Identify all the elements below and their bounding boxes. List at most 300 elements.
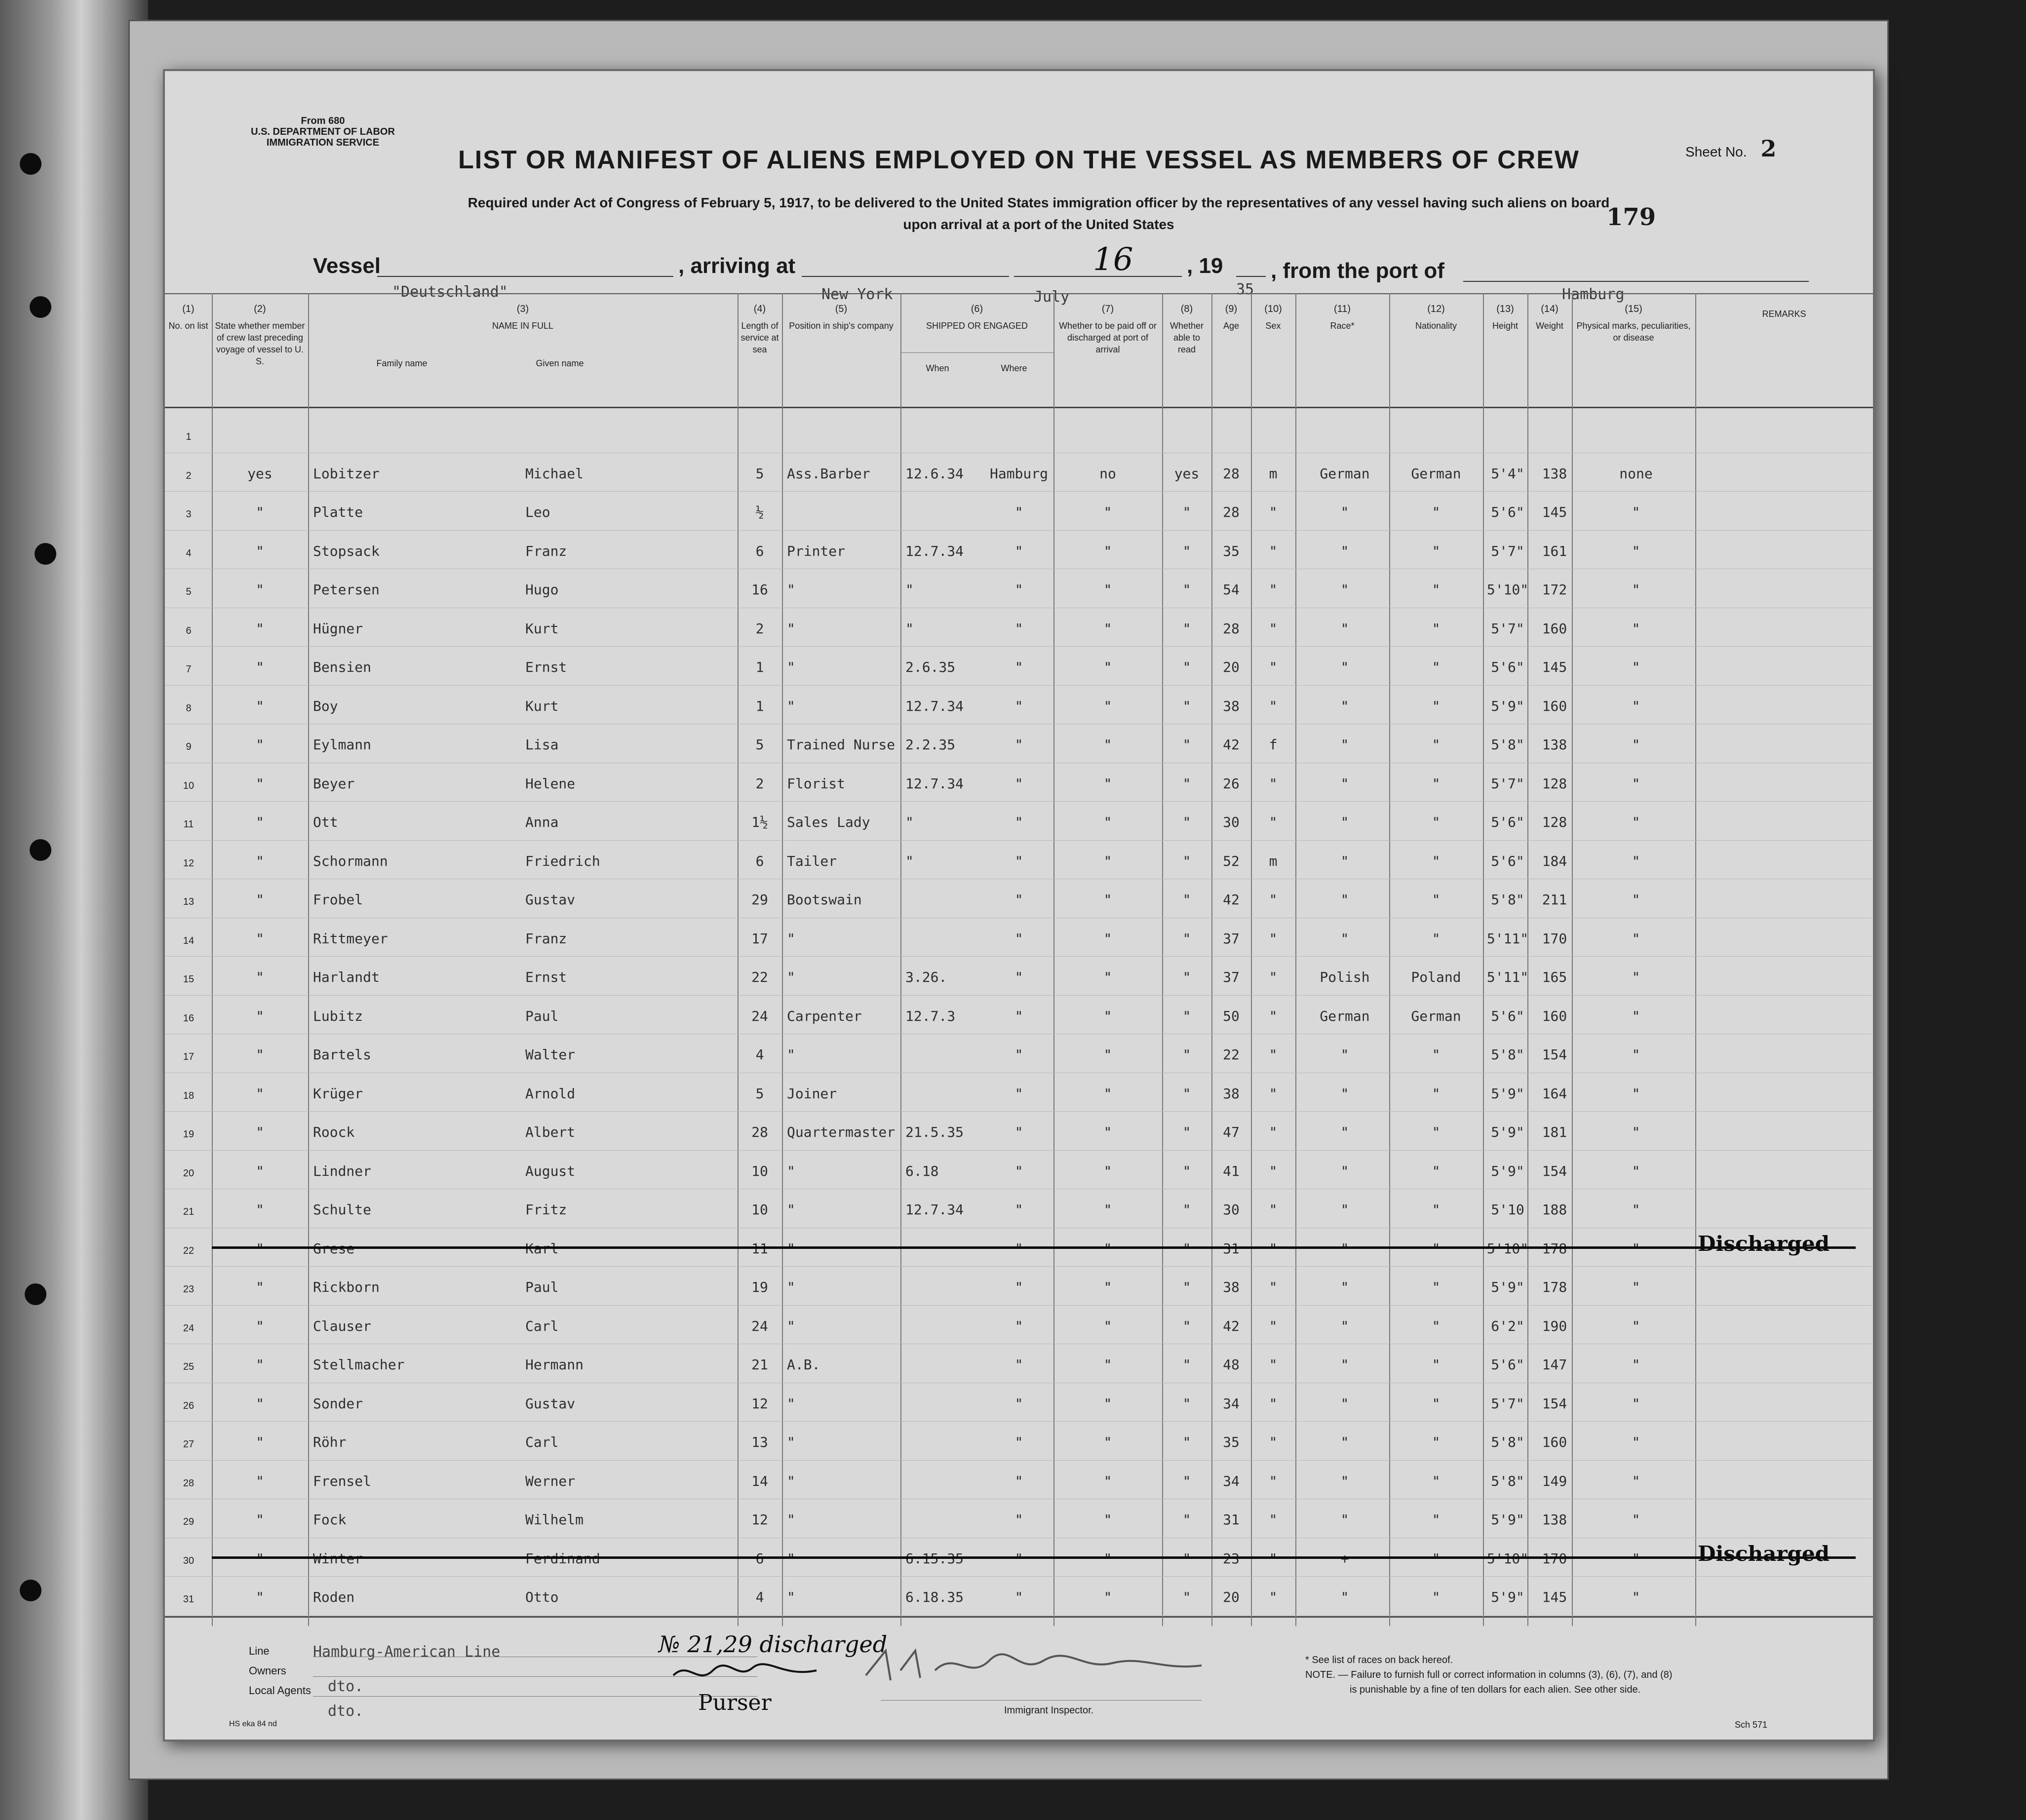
row-number: 28 (183, 1477, 195, 1489)
cell-age: 26 (1223, 775, 1240, 792)
from-port-value: Hamburg (1562, 286, 1625, 303)
cell-age: 48 (1223, 1356, 1240, 1373)
cell-service: 6 (755, 542, 764, 559)
cell-weight: 154 (1542, 1395, 1567, 1412)
cell-marks: " (1632, 1317, 1640, 1334)
cell-age: 31 (1223, 1240, 1240, 1257)
cell-nat: " (1432, 504, 1441, 520)
column-label: Nationality (1415, 321, 1457, 331)
cell-when: 12.7.34 (905, 542, 964, 559)
cell-age: 41 (1223, 1162, 1240, 1179)
column-header (1483, 303, 1527, 332)
cell-height: 5'8" (1491, 1472, 1524, 1489)
cell-weight: 161 (1542, 542, 1567, 559)
cell-race: " (1340, 891, 1349, 908)
row-number: 29 (183, 1516, 195, 1527)
cell-where: " (1014, 969, 1023, 985)
cell-position: " (787, 581, 795, 598)
cell-race: " (1340, 697, 1349, 714)
column-header (782, 303, 900, 332)
cell-marks: " (1632, 1240, 1640, 1257)
cell-prev: " (256, 891, 264, 908)
vessel-underline (377, 276, 673, 277)
cell-given: Kurt (525, 620, 559, 637)
cell-race: " (1340, 1240, 1349, 1257)
cell-where: " (1014, 1007, 1023, 1024)
cell-given: Arnold (525, 1085, 576, 1102)
cell-service: 6 (755, 852, 764, 869)
cell-paid: " (1103, 1472, 1112, 1489)
cell-service: 2 (755, 620, 764, 637)
row-number: 7 (186, 664, 192, 675)
cell-family: Röhr (313, 1434, 347, 1450)
cell-family: Lubitz (313, 1007, 363, 1024)
column-label: Weight (1536, 321, 1563, 331)
cell-age: 20 (1223, 1589, 1240, 1605)
crew-table (165, 293, 1873, 1626)
cell-race: " (1340, 775, 1349, 792)
cell-given: Ernst (525, 969, 567, 985)
row-rule (165, 840, 1873, 841)
cell-read: yes (1174, 465, 1200, 482)
cell-age: 42 (1223, 891, 1240, 908)
cell-race: " (1340, 1434, 1349, 1450)
cell-read: " (1182, 581, 1191, 598)
cell-age: 37 (1223, 930, 1240, 947)
cell-nat: " (1432, 1240, 1441, 1257)
cell-height: 5'6" (1491, 659, 1524, 675)
cell-race: " (1340, 1395, 1349, 1412)
column-header (1251, 303, 1295, 332)
cell-when: 2.2.35 (905, 736, 956, 753)
cell-prev: " (256, 814, 264, 830)
row-number: 27 (183, 1439, 195, 1450)
column-header (1389, 303, 1483, 332)
cell-sex: " (1269, 1046, 1278, 1063)
cell-sex: " (1269, 1550, 1278, 1567)
row-rule (165, 491, 1873, 492)
cell-weight: 154 (1542, 1046, 1567, 1063)
cell-given: Franz (525, 930, 567, 947)
cell-prev: " (256, 1589, 264, 1605)
row-rule (165, 995, 1873, 996)
column-header (1572, 303, 1695, 344)
cell-paid: " (1103, 1201, 1112, 1218)
cell-height: 5'9" (1491, 1162, 1524, 1179)
cell-height: 5'10" (1486, 1240, 1529, 1257)
cell-position: Printer (787, 542, 846, 559)
port-underline (1463, 281, 1809, 282)
cell-race: " (1340, 930, 1349, 947)
column-label: NAME IN FULL (492, 321, 554, 331)
cell-prev: yes (247, 465, 273, 482)
row-rule (165, 1615, 1873, 1616)
cell-height: 5'9" (1491, 1124, 1524, 1140)
cell-where: " (1014, 1124, 1023, 1140)
when-subhead: When (926, 363, 949, 373)
cell-marks: " (1632, 1589, 1640, 1605)
races-note: * See list of races on back hereof. (1305, 1655, 1453, 1665)
cell-position: " (787, 1201, 795, 1218)
row-number: 24 (183, 1322, 195, 1334)
cell-read: " (1182, 1550, 1191, 1567)
cell-family: Winter (313, 1550, 363, 1567)
cell-position: " (787, 659, 795, 675)
cell-given: Fritz (525, 1201, 567, 1218)
cell-height: 5'6" (1491, 814, 1524, 830)
cell-position: Tailer (787, 852, 837, 869)
vessel-value: "Deutschland" (392, 283, 508, 301)
row-number: 20 (183, 1167, 195, 1179)
cell-prev: " (256, 581, 264, 598)
column-number: (9) (1225, 304, 1238, 314)
binder-hole (20, 1580, 41, 1601)
cell-age: 38 (1223, 697, 1240, 714)
row-rule (165, 1421, 1873, 1422)
cell-nat: " (1432, 697, 1441, 714)
cell-paid: " (1103, 1434, 1112, 1450)
cell-family: Lobitzer (313, 465, 380, 482)
cell-given: Ferdinand (525, 1550, 600, 1567)
cell-sex: " (1269, 1201, 1278, 1218)
cell-age: 34 (1223, 1395, 1240, 1412)
cell-marks: " (1632, 1007, 1640, 1024)
column-number: (8) (1180, 304, 1193, 314)
cell-prev: " (256, 969, 264, 985)
cell-given: Kurt (525, 697, 559, 714)
cell-read: " (1182, 1201, 1191, 1218)
row-number: 23 (183, 1284, 195, 1295)
column-label: Height (1492, 321, 1519, 331)
cell-position: " (787, 1162, 795, 1179)
column-label: Whether to be paid off or discharged at port of arrival (1059, 321, 1157, 354)
cell-where: " (1014, 1550, 1023, 1567)
cell-family: Bartels (313, 1046, 372, 1063)
cell-race: " (1340, 1356, 1349, 1373)
cell-race: " (1340, 1472, 1349, 1489)
owners-value: dto. (328, 1678, 364, 1695)
cell-position: Ass.Barber (787, 465, 870, 482)
inspector-signature (856, 1641, 1211, 1695)
cell-height: 5'9" (1491, 1279, 1524, 1295)
cell-family: Eylmann (313, 736, 372, 753)
cell-height: 5'11" (1486, 930, 1529, 947)
cell-read: " (1182, 1240, 1191, 1257)
line-value: Hamburg-American Line (313, 1643, 501, 1661)
cell-position: " (787, 1046, 795, 1063)
cell-age: 30 (1223, 814, 1240, 830)
cell-given: Leo (525, 504, 550, 520)
cell-marks: " (1632, 814, 1640, 830)
cell-given: Albert (525, 1124, 576, 1140)
cell-marks: " (1632, 1046, 1640, 1063)
cell-race: " (1340, 620, 1349, 637)
cell-weight: 128 (1542, 775, 1567, 792)
cell-sex: " (1269, 697, 1278, 714)
cell-service: 21 (751, 1356, 768, 1373)
column-header (1295, 303, 1389, 332)
cell-height: 5'4" (1491, 465, 1524, 482)
cell-marks: " (1632, 969, 1640, 985)
cell-where: " (1014, 736, 1023, 753)
cell-when: " (905, 852, 914, 869)
cell-marks: " (1632, 736, 1640, 753)
cell-weight: 145 (1542, 504, 1567, 520)
column-divider (1695, 293, 1696, 1626)
cell-height: 5'7" (1491, 620, 1524, 637)
cell-when: 2.6.35 (905, 659, 956, 675)
column-number: (15) (1625, 304, 1642, 314)
cell-paid: " (1103, 1511, 1112, 1528)
cell-read: " (1182, 1124, 1191, 1140)
cell-given: Hugo (525, 581, 559, 598)
department-label: U.S. DEPARTMENT OF LABOR (251, 126, 395, 137)
cell-age: 37 (1223, 969, 1240, 985)
cell-sex: " (1269, 581, 1278, 598)
binder-edge (0, 0, 148, 1820)
cell-weight: 149 (1542, 1472, 1567, 1489)
cell-marks: " (1632, 775, 1640, 792)
cell-service: 13 (751, 1434, 768, 1450)
column-header (1211, 303, 1251, 332)
cell-given: Lisa (525, 736, 559, 753)
cell-read: " (1182, 1472, 1191, 1489)
cell-marks: " (1632, 542, 1640, 559)
form-number: From 680 (301, 116, 345, 126)
cell-paid: " (1103, 1317, 1112, 1334)
column-divider (1162, 293, 1163, 1626)
cell-service: 17 (751, 930, 768, 947)
cell-sex: m (1269, 852, 1278, 869)
cell-race: " (1340, 1201, 1349, 1218)
cell-paid: " (1103, 1046, 1112, 1063)
cell-service: ½ (755, 504, 764, 520)
purser-label: Purser (698, 1690, 772, 1715)
page-subtitle (372, 192, 1705, 235)
cell-position: " (787, 697, 795, 714)
cell-race: " (1340, 852, 1349, 869)
cell-sex: " (1269, 775, 1278, 792)
cell-height: 5'6" (1491, 852, 1524, 869)
cell-prev: " (256, 620, 264, 637)
cell-where: " (1014, 1085, 1023, 1102)
column-number: (4) (753, 304, 766, 314)
cell-nat: " (1432, 1395, 1441, 1412)
cell-paid: " (1103, 1550, 1112, 1567)
cell-where: " (1014, 852, 1023, 869)
cell-position: Sales Lady (787, 814, 870, 830)
cell-weight: 145 (1542, 659, 1567, 675)
row-number: 6 (186, 625, 192, 636)
cell-position: Joiner (787, 1085, 837, 1102)
row-number: 2 (186, 470, 192, 481)
cell-race: " (1340, 1162, 1349, 1179)
line-label: Line (249, 1645, 270, 1657)
cell-prev: " (256, 1356, 264, 1373)
cell-prev: " (256, 1124, 264, 1140)
cell-sex: " (1269, 1589, 1278, 1605)
cell-given: Carl (525, 1434, 559, 1450)
cell-marks: " (1632, 1124, 1640, 1140)
cell-sex: " (1269, 659, 1278, 675)
cell-where: " (1014, 775, 1023, 792)
cell-paid: " (1103, 697, 1112, 714)
table-top-border (165, 293, 1873, 294)
row-number: 12 (183, 857, 195, 869)
cell-when: 12.7.34 (905, 697, 964, 714)
cell-position: Bootswain (787, 891, 862, 908)
cell-paid: " (1103, 1085, 1112, 1102)
column-label: No. on list (168, 321, 208, 331)
column-label: REMARKS (1762, 309, 1806, 319)
cell-nat: " (1432, 620, 1441, 637)
cell-family: Sonder (313, 1395, 363, 1412)
given-name-subhead: Given name (536, 358, 584, 368)
cell-height: 5'9" (1491, 1589, 1524, 1605)
cell-paid: " (1103, 581, 1112, 598)
cell-nat: " (1432, 1356, 1441, 1373)
cell-sex: " (1269, 1317, 1278, 1334)
fine-note-2: is punishable by a fine of ten dollars for each alien. See other side. (1350, 1684, 1641, 1695)
cell-service: 11 (751, 1240, 768, 1257)
cell-family: Clauser (313, 1317, 372, 1334)
column-divider (1389, 293, 1390, 1626)
cell-race: German (1320, 1007, 1370, 1024)
cell-read: " (1182, 814, 1191, 830)
cell-nat: Poland (1411, 969, 1461, 985)
cell-service: 12 (751, 1395, 768, 1412)
header-bottom-border (165, 407, 1873, 408)
cell-prev: " (256, 852, 264, 869)
cell-service: 22 (751, 969, 768, 985)
cell-weight: 138 (1542, 465, 1567, 482)
cell-given: Ernst (525, 659, 567, 675)
cell-read: " (1182, 504, 1191, 520)
cell-read: " (1182, 697, 1191, 714)
column-label: Age (1223, 321, 1240, 331)
cell-nat: " (1432, 659, 1441, 675)
row-rule (165, 530, 1873, 531)
cell-sex: " (1269, 1162, 1278, 1179)
cell-age: 42 (1223, 1317, 1240, 1334)
cell-where: " (1014, 1472, 1023, 1489)
cell-paid: " (1103, 1356, 1112, 1373)
cell-height: 5'6" (1491, 1007, 1524, 1024)
cell-weight: 164 (1542, 1085, 1567, 1102)
row-number: 21 (183, 1206, 195, 1217)
cell-paid: " (1103, 1589, 1112, 1605)
cell-age: 47 (1223, 1124, 1240, 1140)
vessel-label: Vessel (313, 254, 381, 278)
cell-service: 10 (751, 1201, 768, 1218)
cell-where: " (1014, 1395, 1023, 1412)
column-label: Whether able to read (1169, 321, 1204, 354)
cell-service: 29 (751, 891, 768, 908)
cell-marks: " (1632, 620, 1640, 637)
column-number: (5) (835, 304, 848, 314)
cell-weight: 138 (1542, 736, 1567, 753)
cell-nat: " (1432, 1511, 1441, 1528)
cell-read: " (1182, 1007, 1191, 1024)
cell-sex: " (1269, 1007, 1278, 1024)
column-number: (10) (1264, 304, 1282, 314)
cell-when: " (905, 581, 914, 598)
cell-sex: " (1269, 969, 1278, 985)
cell-where: " (1014, 1434, 1023, 1450)
cell-position: " (787, 1434, 795, 1450)
cell-nat: " (1432, 1124, 1441, 1140)
agents-underline (313, 1696, 757, 1697)
cell-sex: " (1269, 620, 1278, 637)
binder-hole (25, 1283, 46, 1305)
cell-weight: 160 (1542, 620, 1567, 637)
schedule-code: Sch 571 (1735, 1720, 1768, 1730)
row-number: 14 (183, 935, 195, 946)
cell-read: " (1182, 1434, 1191, 1450)
cell-height: 5'7" (1491, 775, 1524, 792)
cell-given: Wilhelm (525, 1511, 584, 1528)
cell-read: " (1182, 1046, 1191, 1063)
row-rule (165, 1460, 1873, 1461)
subtitle-line: Required under Act of Congress of February 5, 1917, to be delivered to the United States immigration officer by the representatives of any vessel having such aliens on board (468, 195, 1610, 210)
cell-nat: " (1432, 542, 1441, 559)
column-label: Position in ship's company (789, 321, 894, 331)
cell-nat: German (1411, 1007, 1461, 1024)
cell-where: " (1014, 697, 1023, 714)
cell-given: Hermann (525, 1356, 584, 1373)
column-number: (14) (1541, 304, 1558, 314)
cell-paid: " (1103, 891, 1112, 908)
row-rule (165, 956, 1873, 957)
cell-height: 5'10" (1486, 1550, 1529, 1567)
inspector-underline (881, 1700, 1202, 1701)
cell-marks: " (1632, 1395, 1640, 1412)
remark-discharged: Discharged (1698, 1541, 1830, 1566)
cell-where: Hamburg (989, 465, 1048, 482)
cell-service: 5 (755, 465, 764, 482)
row-number: 13 (183, 896, 195, 907)
cell-height: 5'9" (1491, 1085, 1524, 1102)
cell-weight: 178 (1542, 1279, 1567, 1295)
handwritten-discharge-note: № 21,29 discharged (659, 1631, 888, 1658)
cell-when: 12.7.3 (905, 1007, 956, 1024)
cell-when: 12.7.34 (905, 1201, 964, 1218)
cell-race: " (1340, 814, 1349, 830)
cell-family: Schormann (313, 852, 388, 869)
cell-race: " (1340, 1124, 1349, 1140)
cell-weight: 181 (1542, 1124, 1567, 1140)
cell-prev: " (256, 504, 264, 520)
cell-paid: " (1103, 1240, 1112, 1257)
inspector-label: Immigrant Inspector. (1004, 1705, 1094, 1716)
cell-service: 24 (751, 1007, 768, 1024)
cell-when: " (905, 814, 914, 830)
cell-service: 2 (755, 775, 764, 792)
cell-where: " (1014, 930, 1023, 947)
cell-family: Roden (313, 1589, 355, 1605)
cell-race: " (1340, 504, 1349, 520)
cell-nat: " (1432, 1472, 1441, 1489)
cell-race: " (1340, 659, 1349, 675)
fine-note-1: NOTE. — Failure to furnish full or correct information in columns (3), (6), (7), and (8) (1305, 1669, 1673, 1680)
cell-nat: " (1432, 736, 1441, 753)
arriving-value: New York (821, 286, 893, 303)
cell-where: " (1014, 1046, 1023, 1063)
shipped-divider (900, 352, 1053, 353)
cell-read: " (1182, 1279, 1191, 1295)
cell-marks: " (1632, 659, 1640, 675)
cell-position: " (787, 1550, 795, 1567)
